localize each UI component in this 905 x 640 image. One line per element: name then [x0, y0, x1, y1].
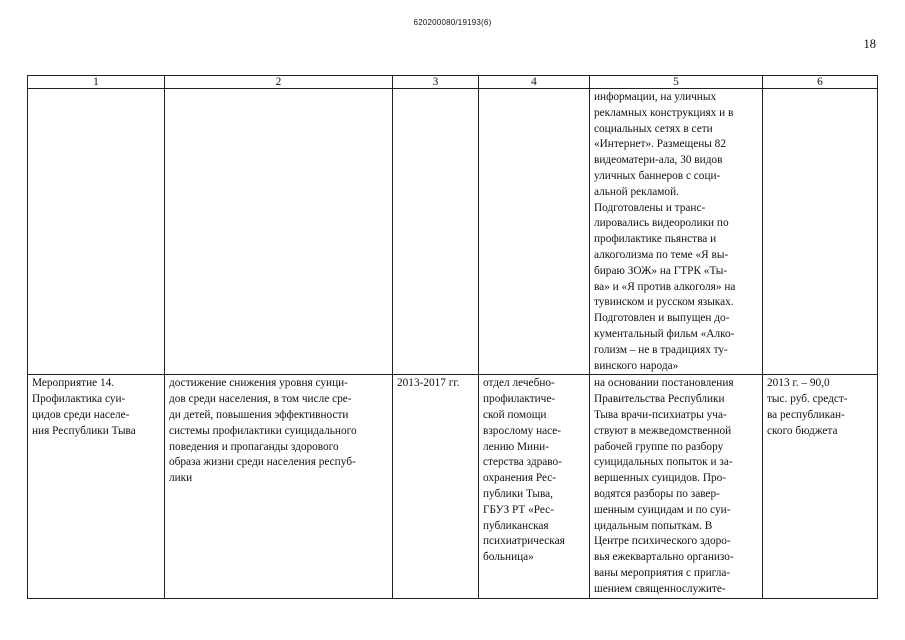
cell-text-line: цидальным попыткам. В	[594, 519, 713, 532]
cell-text-line: на основании постановления	[594, 377, 734, 390]
cell-goal	[165, 375, 393, 598]
document-code: 620200080/19193(6)	[413, 18, 492, 27]
cell-text-line: 2013 г. – 90,0	[767, 377, 830, 390]
cell-text-line: шением священнослужите-	[594, 582, 726, 595]
cell-text-line: цидов среди населе-	[32, 408, 130, 421]
cell-text-line: ва республикан-	[767, 408, 845, 421]
cell-text-line: винского народа»	[594, 359, 679, 372]
cell-text-line: уличных баннеров с соци-	[594, 169, 721, 182]
cell-text-line: Подготовлен и выпущен до-	[594, 312, 730, 325]
cell-text-line: шенным суицидам и по суи-	[594, 503, 731, 516]
cell-text-line: системы профилактики суицидального	[169, 424, 357, 437]
column-number: 3	[393, 76, 479, 89]
cell-text-line: 2013-2017 гг.	[397, 377, 460, 390]
cell-text-line: Правительства Республики	[594, 393, 725, 406]
cell-text-line: Подготовлены и транс-	[594, 201, 706, 214]
cell-text-line: Профилактика суи-	[32, 393, 126, 406]
cell-empty	[165, 89, 393, 375]
cell-empty	[393, 89, 479, 375]
cell-empty	[28, 89, 165, 375]
cell-text-line: публиканская	[483, 519, 549, 532]
cell-text-line: алкоголизма по теме «Я вы-	[594, 248, 729, 261]
cell-text-line: ГБУЗ РТ «Рес-	[483, 503, 554, 516]
cell-text-line: образа жизни среди населения респуб-	[169, 456, 356, 469]
table-row-continuation	[28, 89, 878, 375]
cell-text-line: лики	[169, 472, 193, 485]
cell-empty	[479, 89, 590, 375]
cell-text-line: профилактике пьянства и	[594, 233, 717, 246]
cell-text-line: социальных сетях в сети	[594, 122, 713, 135]
cell-text-line: тувинском и русском языках.	[594, 296, 734, 309]
cell-text-line: Центре психического здоро-	[594, 535, 731, 548]
cell-measure-name	[28, 375, 165, 598]
column-number: 2	[165, 76, 393, 89]
cell-text-line: видеоматери-ала, 30 видов	[594, 154, 723, 167]
cell-text-line: «Интернет». Размещены 82	[594, 138, 726, 151]
cell-text-line: отдел лечебно-	[483, 377, 555, 390]
cell-empty	[763, 89, 878, 375]
cell-text-line: вершенных суицидов. Про-	[594, 472, 727, 485]
cell-period	[393, 375, 479, 598]
cell-text-line: дов среди населения, в том числе сре-	[169, 393, 352, 406]
cell-text-line: ствуют в межведомственной	[594, 424, 732, 437]
cell-text-line: достижение снижения уровня суици-	[169, 377, 348, 390]
cell-text-line: лировались видеоролики по	[594, 217, 729, 230]
cell-text-line: ния Республики Тыва	[32, 424, 136, 437]
cell-text-line: рекламных конструкциях и в	[594, 106, 734, 119]
column-number-row	[28, 76, 878, 89]
cell-text-line: информации, на уличных	[594, 91, 717, 103]
column-number: 1	[28, 76, 165, 89]
cell-text-line: стерства здраво-	[483, 456, 562, 469]
cell-responsible	[479, 375, 590, 598]
cell-text-line: ва» и «Я против алкоголя» на	[594, 280, 736, 293]
cell-text-line: взрослому насе-	[483, 424, 562, 437]
cell-results	[590, 375, 763, 598]
cell-text-line: ваны мероприятия с пригла-	[594, 566, 731, 579]
cell-text-line: лению Мини-	[483, 440, 549, 453]
column-number: 6	[763, 76, 878, 89]
cell-text-line: профилактиче-	[483, 393, 556, 406]
cell-text-line: Мероприятие 14.	[32, 377, 115, 390]
cell-text-line: рабочей группе по разбору	[594, 440, 724, 453]
cell-text-line: голизм – не в традициях ту-	[594, 343, 728, 356]
cell-text-line: Тыва врачи-психиатры уча-	[594, 408, 727, 421]
cell-text-line: больница»	[483, 551, 534, 564]
cell-text-line: охранения Рес-	[483, 472, 557, 485]
cell-text-line: ского бюджета	[767, 424, 838, 437]
cell-text-line: ской помощи	[483, 408, 547, 421]
plan-table	[27, 75, 878, 599]
cell-text-line: ди детей, повышения эффективности	[169, 408, 349, 421]
table-row-measure-14	[28, 375, 878, 598]
cell-text-line: психиатрическая	[483, 535, 565, 548]
cell-text-line: публики Тыва,	[483, 487, 554, 500]
cell-text-line: водятся разборы по завер-	[594, 487, 720, 500]
cell-results-continued	[590, 89, 763, 375]
page-number: 18	[863, 37, 876, 51]
cell-text-line: суицидальных попыток и за-	[594, 456, 733, 469]
cell-text-line: вья ежеквартально организо-	[594, 551, 734, 564]
column-number: 5	[590, 76, 763, 89]
column-number: 4	[479, 76, 590, 89]
cell-text-line: поведения и пропаганды здорового	[169, 440, 339, 453]
cell-text-line: тыс. руб. средст-	[767, 393, 848, 406]
cell-funding	[763, 375, 878, 598]
cell-text-line: бираю ЗОЖ» на ГТРК «Ты-	[594, 264, 728, 277]
cell-text-line: альной рекламой.	[594, 185, 679, 198]
cell-text-line: кументальный фильм «Алко-	[594, 327, 735, 340]
